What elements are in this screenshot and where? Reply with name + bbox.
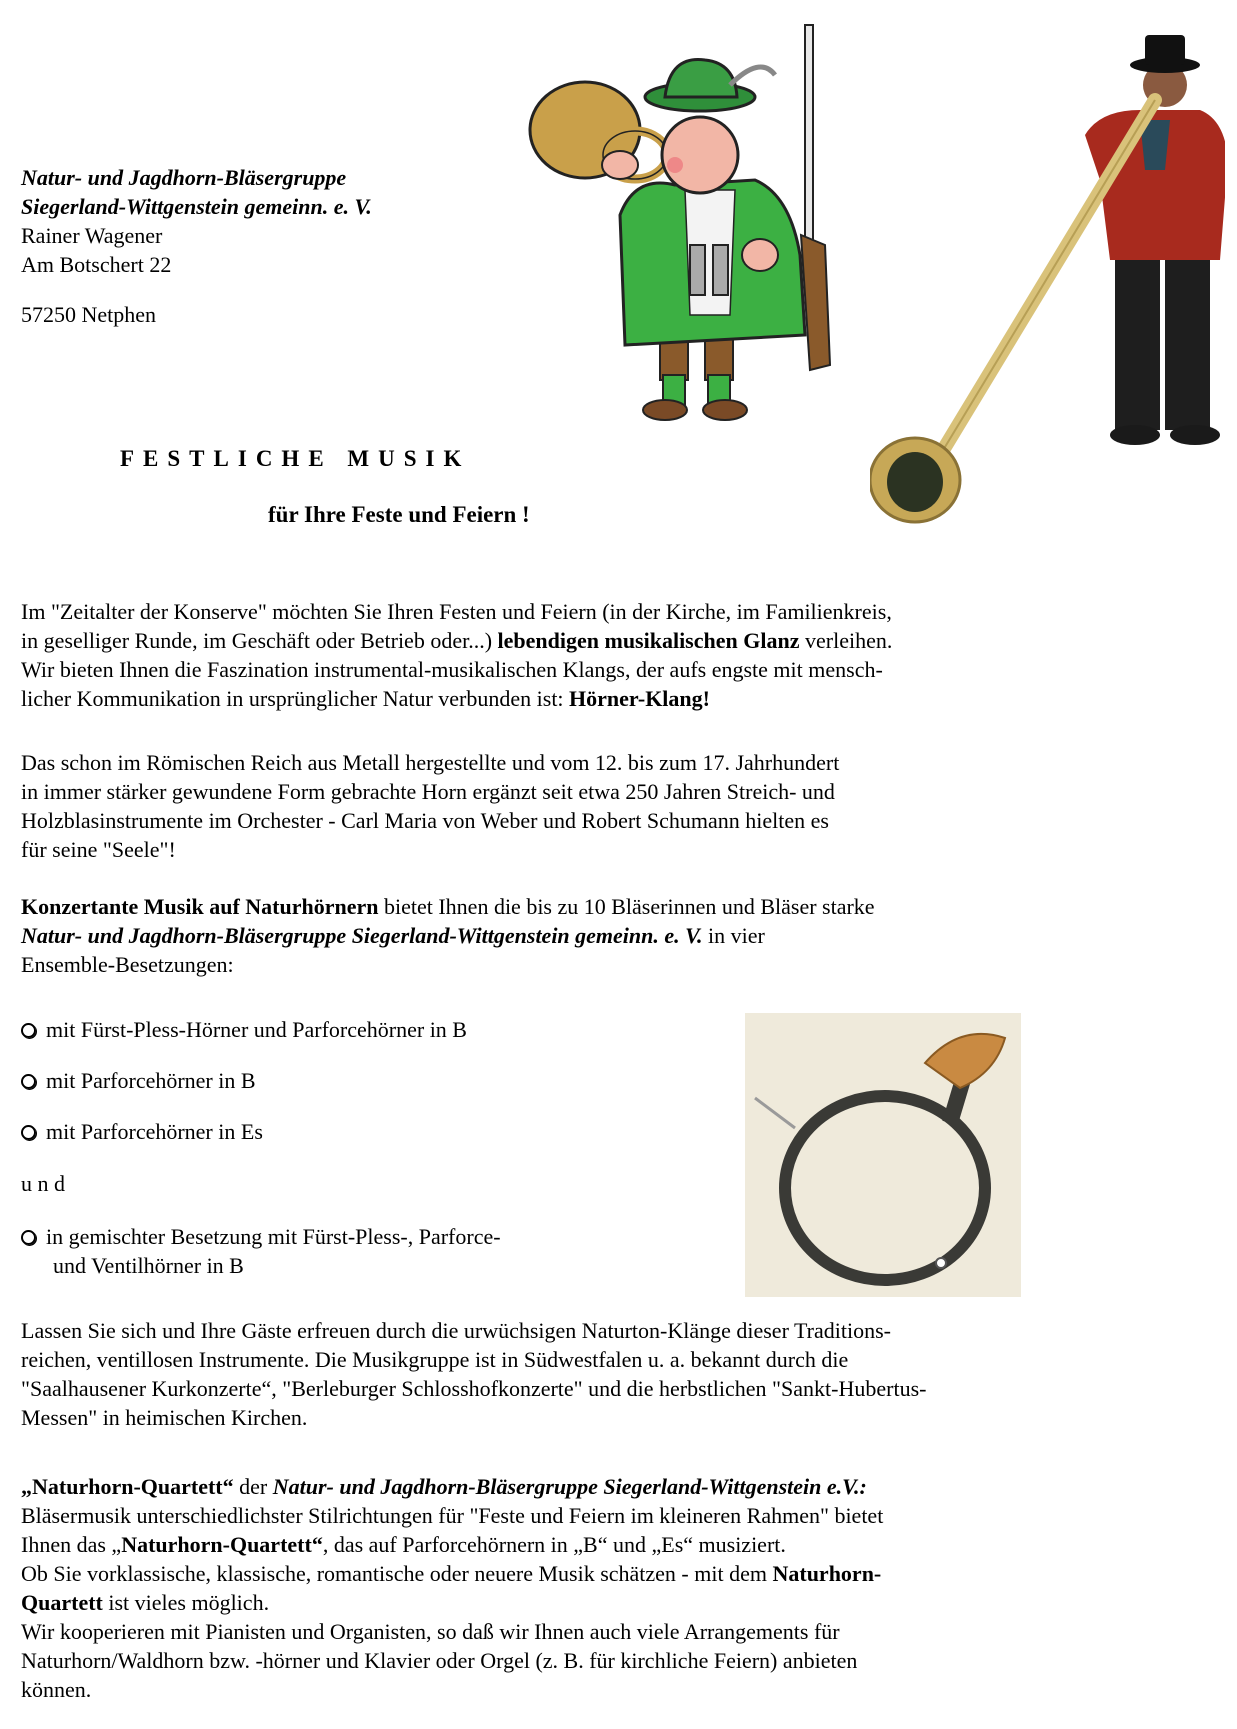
para5-line8: können. [21, 1677, 92, 1702]
ensemble-item [21, 1119, 263, 1145]
sender-name: Rainer Wagener [21, 223, 163, 248]
para3-line3: Ensemble-Besetzungen: [21, 952, 234, 977]
para5-line5-text: ist vieles möglich. [102, 1590, 270, 1615]
para1-line2-end: verleihen. [799, 628, 893, 653]
quartett-name-part2: Quartett [21, 1590, 103, 1615]
para1-line1: Im "Zeitalter der Konserve" möchten Sie Ihren Festen und Feiern (in der Kirche, im Familienkreis, [21, 599, 892, 624]
para5-der: der [233, 1474, 273, 1499]
para5-line1 [21, 1474, 867, 1500]
para1-line3: Wir bieten Ihnen die Faszination instrumental-musikalischen Klangs, der aufs engste mit mensch- [21, 657, 883, 682]
quartett-name: „Naturhorn-Quartett“ [21, 1474, 234, 1499]
para2-line4: für seine "Seele"! [21, 837, 176, 862]
circle-bullet-icon [21, 1023, 36, 1038]
para5-line7: Naturhorn/Waldhorn bzw. -hörner und Klavier oder Orgel (z. B. für kirchliche Feiern) anbieten [21, 1648, 858, 1673]
ensemble-item [21, 1068, 256, 1094]
para3-line1-text: bietet Ihnen die bis zu 10 Bläserinnen und Bläser starke [378, 894, 875, 919]
para1-line4 [21, 686, 710, 712]
para5-line6: Wir kooperieren mit Pianisten und Organisten, so daß wir Ihnen auch viele Arrangements für [21, 1619, 840, 1644]
para5-line2: Bläsermusik unterschiedlichster Stilrichtungen für "Feste und Feiern im kleineren Rahmen" bietet [21, 1503, 884, 1528]
para3-emphasis: Konzertante Musik auf Naturhörnern [21, 894, 379, 919]
para4-line3: "Saalhausener Kurkonzerte“, "Berleburger Schlosshofkonzerte" und die herbstlichen "Sankt-Hubertus- [21, 1376, 927, 1401]
para5-line4-text: Ob Sie vorklassische, klassische, romantische oder neuere Musik schätzen - mit dem [21, 1561, 773, 1586]
quartett-name-part1: Naturhorn- [772, 1561, 882, 1586]
ensemble-item-label: mit Fürst-Pless-Hörner und Parforcehörner in B [46, 1017, 467, 1042]
rifle-stock [801, 235, 830, 370]
hunter-horn-illustration [525, 15, 865, 445]
ensemble-item-label: mit Parforcehörner in Es [46, 1119, 263, 1144]
trousers [1115, 240, 1160, 430]
para1-line2 [21, 628, 892, 654]
face [662, 117, 738, 193]
para4-line1: Lassen Sie sich und Ihre Gäste erfreuen durch die urwüchsigen Naturton-Klänge dieser Traditions- [21, 1318, 891, 1343]
circle-bullet-icon [21, 1230, 36, 1245]
page-subtitle: für Ihre Feste und Feiern ! [268, 502, 530, 527]
para1-line2-text: in geselliger Runde, im Geschäft oder Betrieb oder...) [21, 628, 498, 653]
ensemble-item-label: in gemischter Besetzung mit Fürst-Pless-, Parforce- [46, 1224, 501, 1249]
circle-bullet-icon [21, 1125, 36, 1140]
page-title: FESTLICHE MUSIK [120, 446, 471, 471]
para1-line4-text: licher Kommunikation in ursprünglicher Natur verbunden ist: [21, 686, 570, 711]
und-separator: u n d [21, 1171, 65, 1196]
ensemble-item-mixed [21, 1224, 501, 1250]
circle-bullet-icon [21, 1074, 36, 1089]
para2-line1: Das schon im Römischen Reich aus Metall hergestellte und vom 12. bis zum 17. Jahrhundert [21, 750, 840, 775]
para3-line1 [21, 894, 875, 920]
para3-line2-text: in vier [702, 923, 765, 948]
para2-line3: Holzblasinstrumente im Orchester - Carl Maria von Weber und Robert Schumann hielten es [21, 808, 829, 833]
para3-line2 [21, 923, 765, 949]
alphorn-player-photo [870, 20, 1225, 545]
para4-line4: Messen" in heimischen Kirchen. [21, 1405, 308, 1430]
para5-line4 [21, 1561, 881, 1587]
para4-line2: reichen, ventillosen Instrumente. Die Musikgruppe ist in Südwestfalen u. a. bekannt durch die [21, 1347, 849, 1372]
quartett-name-inline: Naturhorn-Quartett“ [121, 1532, 323, 1557]
para1-emphasis: lebendigen musikalischen Glanz [497, 628, 800, 653]
para5-line3 [21, 1532, 786, 1558]
para3-org-name: Natur- und Jagdhorn-Bläsergruppe Siegerland-Wittgenstein gemeinn. e. V. [21, 923, 703, 948]
ensemble-item-mixed-cont: und Ventilhörner in B [53, 1253, 244, 1278]
para1-hoerner-klang: Hörner-Klang! [569, 686, 710, 711]
sender-street: Am Botschert 22 [21, 252, 172, 277]
para5-line3-text: Ihnen das „ [21, 1532, 122, 1557]
para2-line2: in immer stärker gewundene Form gebrachte Horn ergänzt seit etwa 250 Jahren Streich- und [21, 779, 835, 804]
sender-org-line1: Natur- und Jagdhorn-Bläsergruppe [21, 165, 347, 190]
sender-city: 57250 Netphen [21, 302, 157, 327]
para5-line3-end: , das auf Parforcehörnern in „B“ und „Es“ musiziert. [322, 1532, 786, 1557]
para5-org-name: Natur- und Jagdhorn-Bläsergruppe Siegerland-Wittgenstein e.V.: [272, 1474, 867, 1499]
ensemble-item [21, 1017, 467, 1043]
rifle-barrel [805, 25, 813, 245]
para5-line5 [21, 1590, 269, 1616]
ensemble-item-label: mit Parforcehörner in B [46, 1068, 256, 1093]
sender-org-line2: Siegerland-Wittgenstein gemeinn. e. V. [21, 194, 372, 219]
hat [665, 59, 737, 97]
parforce-horn-photo [745, 1013, 1021, 1297]
